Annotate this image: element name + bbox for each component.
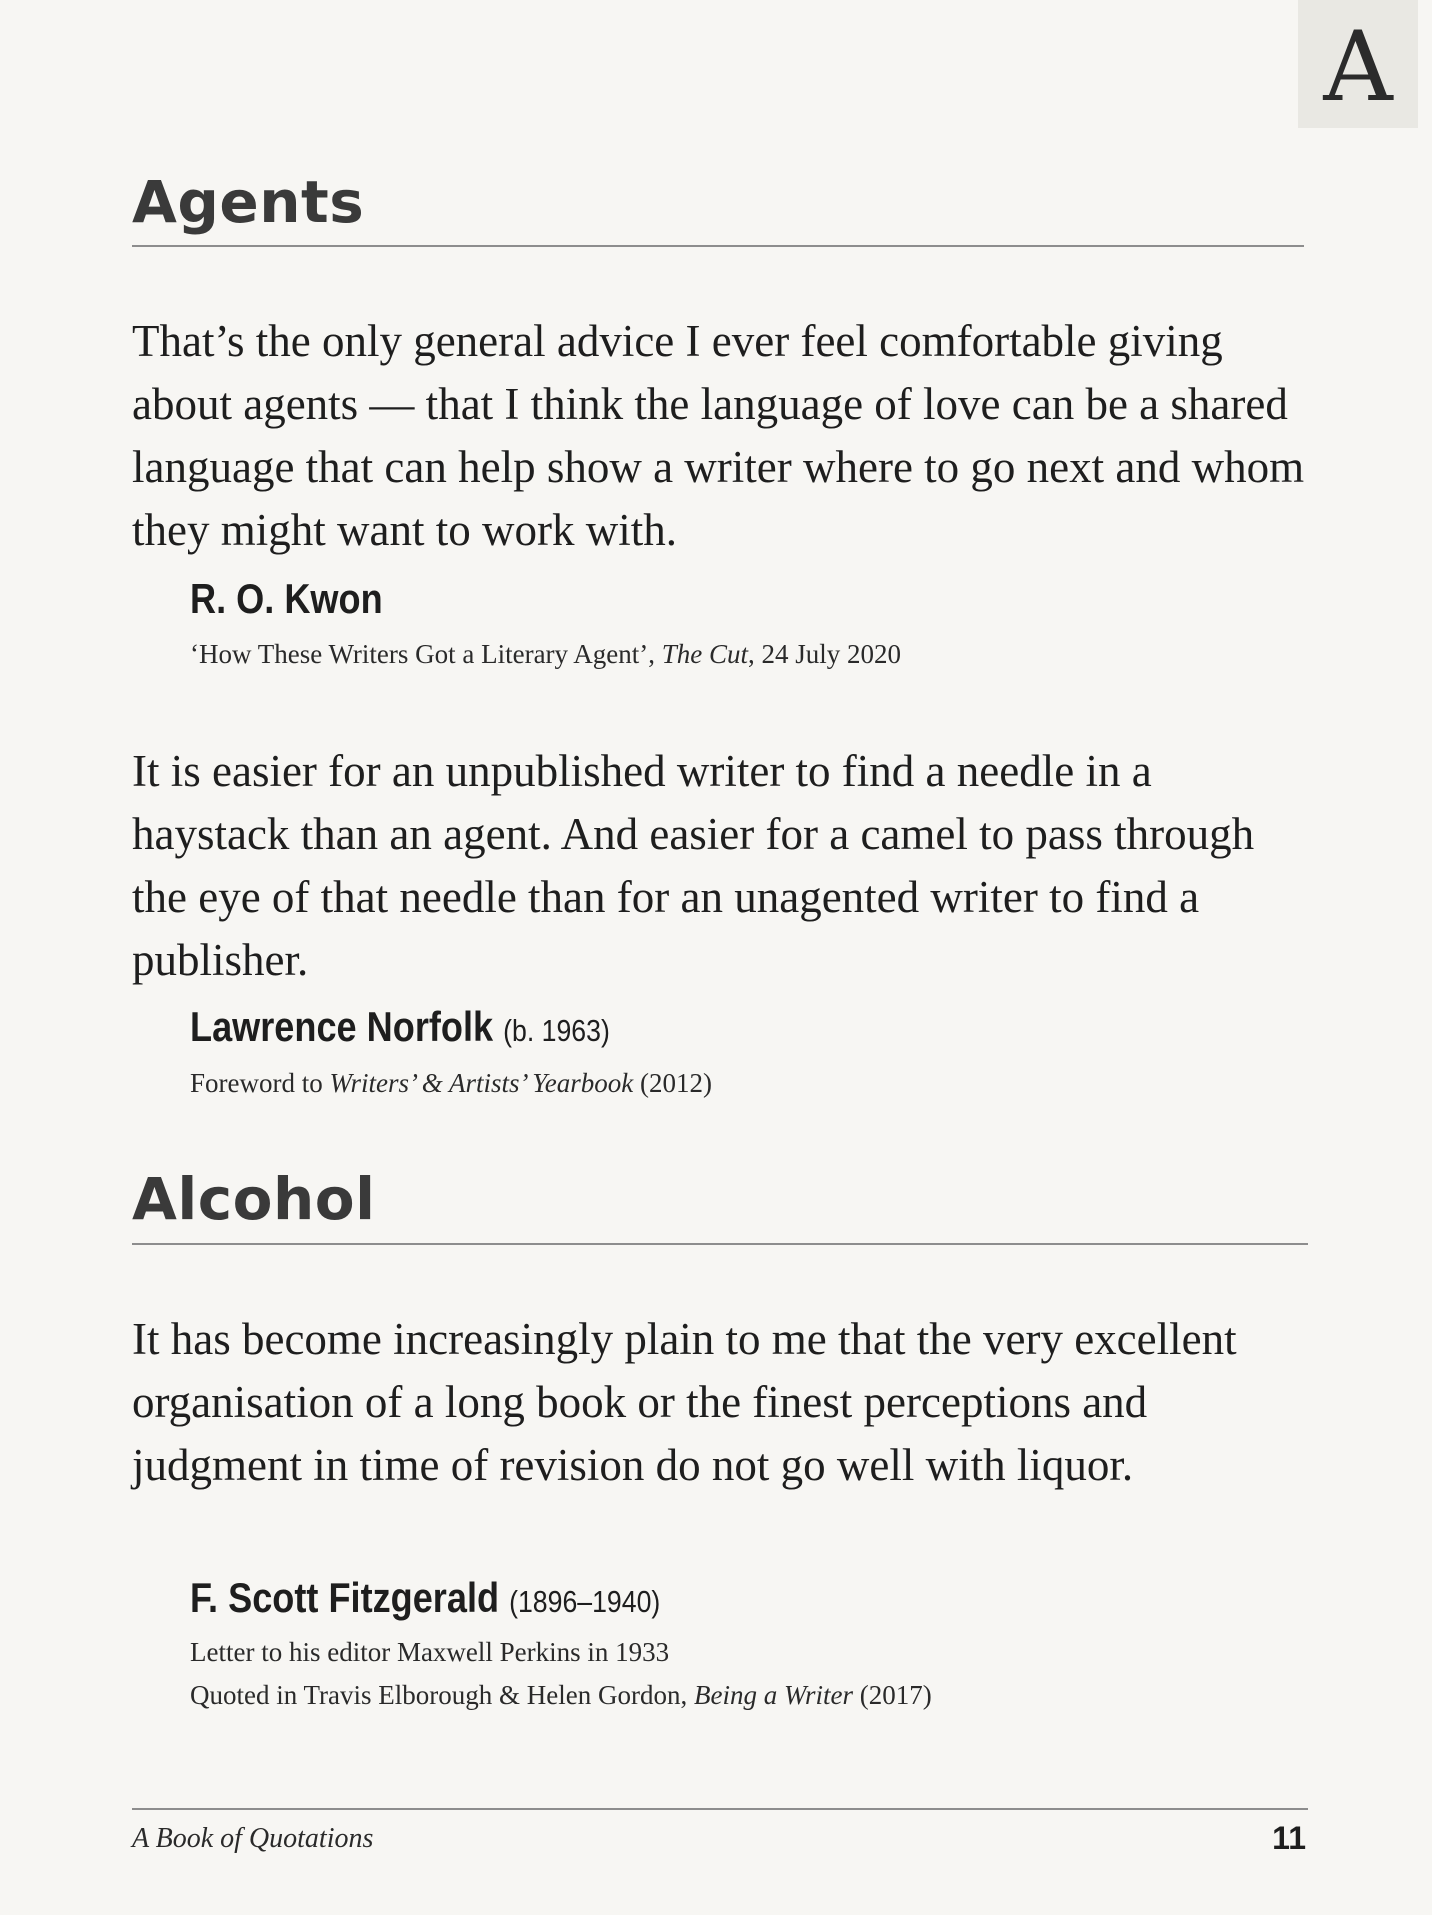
- quote-text: It has become increasingly plain to me that the very excellent organisation of a long book or the finest perceptions and judgment in time of revision do not go well with liquor.: [132, 1314, 1237, 1490]
- quote-author: [190, 1003, 610, 1050]
- quote-source-line-2: [190, 1679, 932, 1711]
- quote-author: [190, 1574, 661, 1621]
- section-letter: A: [1323, 11, 1393, 123]
- author-name: F. Scott Fitzgerald: [190, 1574, 500, 1621]
- footer-book-title: A Book of Quotations: [132, 1823, 374, 1854]
- author-name: Lawrence Norfolk: [190, 1003, 494, 1050]
- section-divider: [132, 245, 1304, 247]
- section-letter-tab: [1298, 0, 1418, 128]
- quote-text: It is easier for an unpublished writer to find a needle in a haystack than an agent. And easier for a camel to pass through the eye of that needle than for an unagented writer to find a publisher.: [132, 746, 1255, 985]
- section-divider: [132, 1243, 1308, 1245]
- section-heading-agents: Agents: [132, 168, 365, 236]
- author-dates: (b. 1963): [503, 1013, 610, 1048]
- source-prefix: ‘How These Writers Got a Literary Agent’,: [190, 639, 662, 669]
- source-prefix: Foreword to: [190, 1068, 330, 1098]
- source-suffix: (2017): [852, 1680, 932, 1710]
- source-prefix: Quoted in Travis Elborough & Helen Gordon,: [190, 1680, 694, 1710]
- quote-source: [190, 638, 901, 670]
- quote-source-line-1: Letter to his editor Maxwell Perkins in 1933: [190, 1637, 670, 1667]
- page-number: 11: [1272, 1820, 1306, 1856]
- quote-text: That’s the only general advice I ever feel comfortable giving about agents — that I think the language of love can be a shared language that can help show a writer where to go next and whom they might want to work with.: [132, 316, 1305, 555]
- source-publication: Being a Writer: [693, 1680, 853, 1710]
- section-heading-alcohol: Alcohol: [132, 1165, 376, 1233]
- author-dates: (1896–1940): [509, 1584, 661, 1619]
- quote-author: [190, 575, 383, 622]
- source-publication: The Cut: [661, 639, 749, 669]
- source-publication: Writers’ & Artists’ Yearbook: [329, 1068, 634, 1098]
- author-name: R. O. Kwon: [190, 575, 383, 622]
- source-suffix: , 24 July 2020: [748, 639, 902, 669]
- footer-divider: [132, 1808, 1308, 1810]
- quote-source: [190, 1067, 712, 1099]
- source-suffix: (2012): [633, 1068, 713, 1098]
